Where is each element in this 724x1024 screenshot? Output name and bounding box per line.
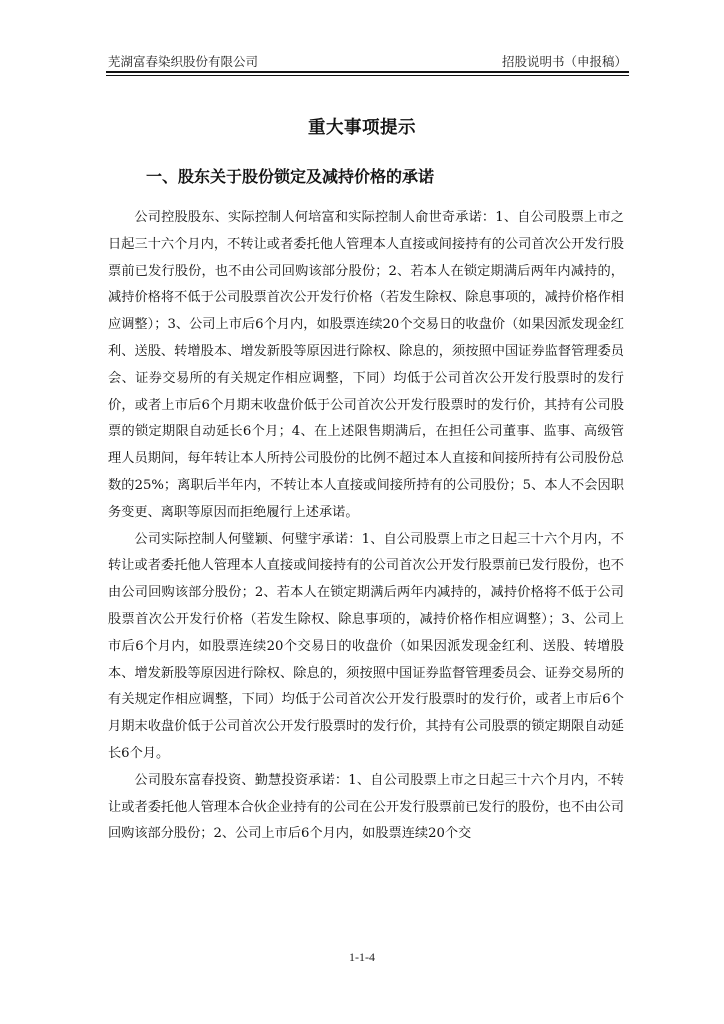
header-rule (106, 71, 629, 73)
page-title: 重大事项提示 (308, 118, 416, 138)
page-header (108, 50, 627, 70)
header-company-name: 芜湖富春染织股份有限公司 (108, 54, 259, 69)
section-heading: 一、股东关于股份锁定及减持价格的承诺 (146, 167, 435, 186)
paragraph-shareholder-investment-commitment: 公司股东富春投资、勤慧投资承诺：1、自公司股票上市之日起三十六个月内，不转让或者委托他人管理本合伙企业持有的公司在公开发行股票前已发行的股份，也不由公司回购该部分股份；2、公司上市后6个月内，如股票连续20个交 (108, 772, 624, 842)
page-number: 1-1-4 (349, 950, 375, 964)
header-rule-thin (106, 75, 629, 76)
body-text (108, 205, 624, 848)
header-document-type: 招股说明书（申报稿） (501, 54, 627, 69)
paragraph-actual-controller-commitment: 公司实际控制人何璧颖、何璧宇承诺：1、自公司股票上市之日起三十六个月内，不转让或者委托他人管理本人直接或间接持有的公司首次公开发行股票前已发行股份，也不由公司回购该部分股份；2、若本人在锁定期满后两年内减持的，减持价格将不低于公司股票首次公开发行价格（若发生除权、除息事项的，减持价格作相应调整）；3、公司上市后6个月内，如股票连续20个交易日的收盘价（如果因派发现金红利、送股、转增股本、增发新股等原因进行除权、除息的，须按照中国证券监督管理委员会、证券交易所的有关规定作相应调整，下同）均低于公司首次公开发行股票时的发行价，或者上市后6个月期末收盘价低于公司首次公开发行股票时的发行价，其持有公司股票的锁定期限自动延长6个月。 (108, 531, 624, 761)
paragraph-controlling-shareholder-commitment: 公司控股股东、实际控制人何培富和实际控制人俞世奇承诺：1、自公司股票上市之日起三十六个月内，不转让或者委托他人管理本人直接或间接持有的公司首次公开发行股票前已发行股份，也不由公司回购该部分股份；2、若本人在锁定期满后两年内减持的，减持价格将不低于公司股票首次公开发行价格（若发生除权、除息事项的，减持价格作相应调整）；3、公司上市后6个月内，如股票连续20个交易日的收盘价（如果因派发现金红利、送股、转增股本、增发新股等原因进行除权、除息的，须按照中国证券监督管理委员会、证券交易所的有关规定作相应调整，下同）均低于公司首次公开发行股票时的发行价，或者上市后6个月期末收盘价低于公司首次公开发行股票时的发行价，其持有公司股票的锁定期限自动延长6个月；4、在上述限售期满后，在担任公司董事、监事、高级管理人员期间，每年转让本人所持公司股份的比例不超过本人直接和间接所持有公司股份总数的25%；离职后半年内，不转让本人直接或间接所持有的公司股份；5、本人不会因职务变更、离职等原因而拒绝履行上述承诺。 (108, 210, 624, 520)
